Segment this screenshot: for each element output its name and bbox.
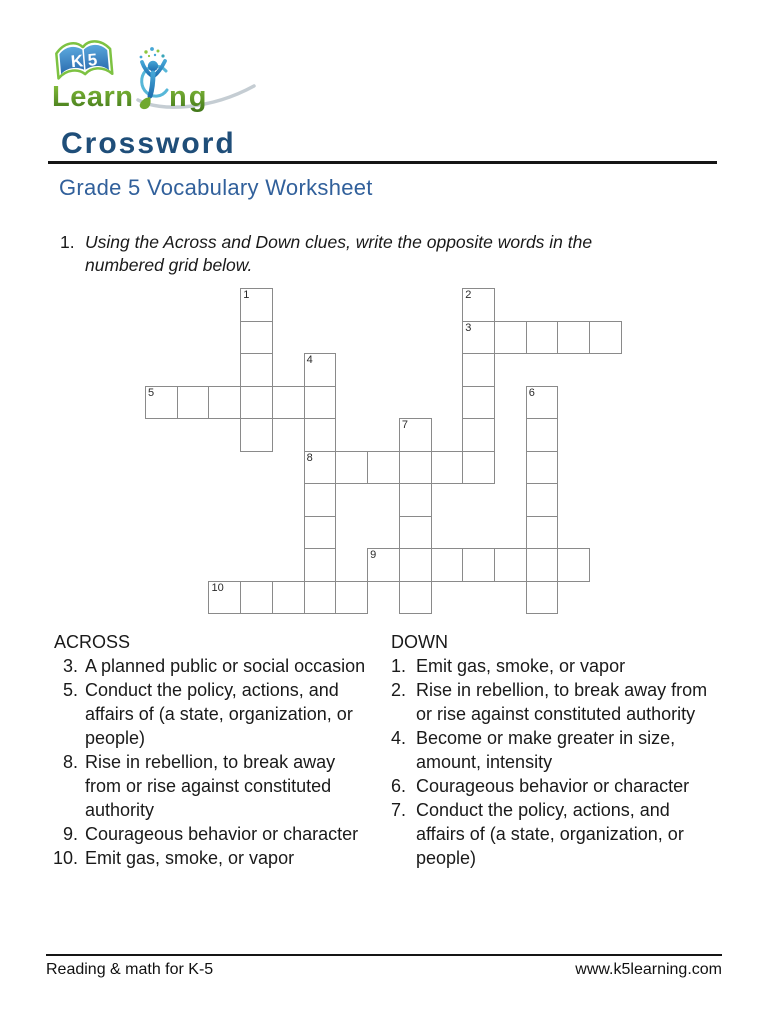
footer-website: www.k5learning.com [575,961,722,978]
grid-cell[interactable] [526,321,559,355]
clue-text: Emit gas, smoke, or vapor [85,848,295,868]
instruction-line: numbered grid below. [85,255,253,275]
clue-number: 5. [62,680,78,700]
grid-cell[interactable] [526,581,559,615]
grid-cell[interactable] [462,353,495,387]
clue-text: Conduct the policy, actions, and affairs of (a state, organization, or people) [416,800,684,868]
grid-cell[interactable] [304,353,337,387]
page-title: Crossword [61,127,236,160]
grid-cell[interactable] [462,386,495,420]
grid-cell[interactable] [399,548,432,582]
instruction [60,231,592,277]
grid-cell[interactable] [557,548,590,582]
clue-item [52,750,371,822]
grid-cell[interactable] [367,548,400,582]
clue-number: 8. [62,752,78,772]
grid-cell[interactable] [208,581,241,615]
grid-cell[interactable] [304,483,337,517]
instruction-number: 1. [60,232,75,252]
logo-k5-text: K 5 [70,50,99,72]
cell-number: 8 [306,451,313,464]
grid-cell[interactable] [462,451,495,485]
cell-number: 6 [528,386,535,399]
grid-cell[interactable] [431,451,464,485]
grid-cell[interactable] [240,418,273,452]
grid-cell[interactable] [526,516,559,550]
k5-learning-logo-art [50,34,265,116]
grid-cell[interactable] [335,451,368,485]
grid-cell[interactable] [399,451,432,485]
grid-cell[interactable] [431,548,464,582]
grid-cell[interactable] [304,581,337,615]
grid-cell[interactable] [335,581,368,615]
logo-ng-text: ng [169,81,209,113]
grid-cell[interactable] [304,386,337,420]
clue-text: Courageous behavior or character [416,776,690,796]
cell-number: 1 [243,289,250,301]
grid-cell[interactable] [304,451,337,485]
clue-text: Become or make greater in size, amount, intensity [416,728,676,772]
k5-learning-logo [50,34,265,116]
grid-cell[interactable] [462,418,495,452]
grid-cell[interactable] [462,288,495,322]
clue-item [389,654,708,678]
down-header: DOWN [391,632,448,652]
worksheet-subtitle: Grade 5 Vocabulary Worksheet [59,175,373,200]
logo-person-icon [140,47,167,109]
clue-item [389,678,708,726]
grid-cell[interactable] [399,418,432,452]
down-clue-list [389,654,708,870]
clue-text: A planned public or social occasion [85,656,366,676]
grid-cell[interactable] [462,321,495,355]
cell-number: 7 [401,419,408,431]
footer [46,959,722,981]
grid-cell[interactable] [272,581,305,615]
instruction-line: Using the Across and Down clues, write the opposite words in the [85,232,593,252]
clue-text: Courageous behavior or character [85,824,359,844]
grid-cell[interactable] [526,451,559,485]
across-clue-list [52,654,371,870]
grid-cell[interactable] [240,288,273,322]
cell-number: 5 [148,386,155,399]
down-clues-section [389,630,708,870]
grid-cell[interactable] [177,386,210,420]
grid-cell[interactable] [526,418,559,452]
grid-cell[interactable] [272,386,305,420]
clue-text: Rise in rebellion, to break away from or rise against constituted authority [85,752,336,820]
grid-cell[interactable] [240,581,273,615]
clue-item [389,726,708,774]
clue-item [52,822,371,846]
clue-number: 9. [62,824,78,844]
grid-cell[interactable] [526,386,559,420]
clue-number: 2. [390,680,406,700]
grid-cell[interactable] [304,418,337,452]
footer-tagline: Reading & math for K-5 [46,961,214,978]
k5-book-icon [56,40,113,78]
across-clues-section [52,630,371,870]
clue-text: Emit gas, smoke, or vapor [416,656,626,676]
grid-cell[interactable] [494,548,527,582]
instruction-text [85,231,592,277]
clue-number: 6. [390,776,406,796]
clue-item [52,654,371,678]
grid-cell[interactable] [399,581,432,615]
clue-number: 1. [390,656,406,676]
grid-cell[interactable] [589,321,622,355]
clue-item [52,678,371,750]
clue-item [389,798,708,870]
cell-number: 3 [465,321,472,334]
grid-cell[interactable] [304,516,337,550]
grid-cell[interactable] [557,321,590,355]
clue-number: 7. [390,800,406,820]
cell-number: 9 [370,549,377,561]
clue-text: Rise in rebellion, to break away from or rise against constituted authority [416,680,708,724]
clue-item [52,846,371,870]
grid-cell[interactable] [145,386,178,420]
clue-item [389,774,708,798]
grid-cell[interactable] [240,386,273,420]
grid-cell[interactable] [240,321,273,355]
clue-text: Conduct the policy, actions, and affairs of (a state, organization, or people) [85,680,353,748]
logo-learn-text: Learn [52,81,134,113]
cell-number: 4 [306,354,313,366]
grid-cell[interactable] [208,386,241,420]
title-divider [48,161,717,164]
grid-cell[interactable] [304,548,337,582]
cell-number: 10 [211,581,224,594]
grid-cell[interactable] [240,353,273,387]
clue-number: 4. [390,728,406,748]
clue-number: 10. [52,848,78,868]
grid-cell[interactable] [526,483,559,517]
across-header: ACROSS [54,632,131,652]
clue-number: 3. [62,656,78,676]
cell-number: 2 [465,289,472,301]
grid-cell[interactable] [526,548,559,582]
grid-cell[interactable] [462,548,495,582]
grid-cell[interactable] [399,483,432,517]
grid-cell[interactable] [494,321,527,355]
footer-divider [46,954,722,956]
crossword-grid [145,288,623,616]
grid-cell[interactable] [399,516,432,550]
grid-cell[interactable] [367,451,400,485]
